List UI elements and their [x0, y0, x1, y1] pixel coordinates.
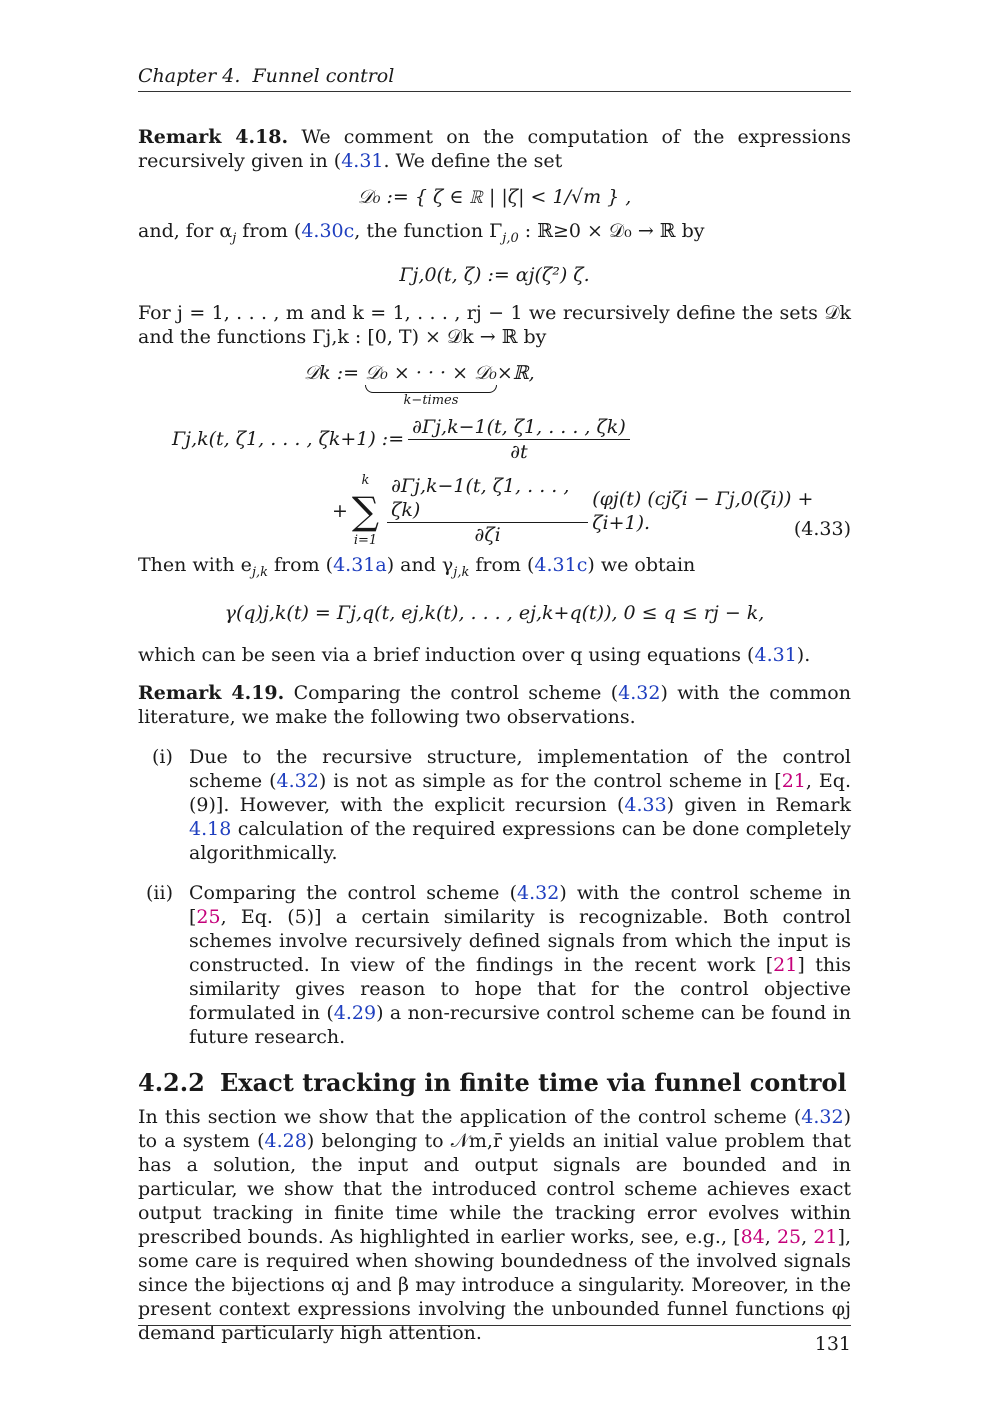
eq-ref-4-32[interactable]: 4.32	[618, 681, 661, 704]
text: , Eq. (5)] a certain similarity is recognizable. Both control schemes involve recursively defined signals from which the input is constructed. In view of the findings in the recent work [	[189, 905, 851, 976]
item-label: (i)	[152, 745, 173, 768]
remark-4-18-then: Then with $e_{j,k}$ from (4.31a) and $\gamma_{j,k}$ from (4.31c) we obtain	[138, 553, 696, 580]
remark-ref[interactable]: 4.18	[189, 817, 232, 840]
eq-ref-4-31[interactable]: 4.31	[754, 643, 797, 666]
eq-ref[interactable]: 4.29	[333, 1001, 377, 1024]
text: We comment on the computation of the expressions recursively given in	[138, 126, 851, 172]
eq-ref[interactable]: 4.33	[624, 793, 667, 816]
list-item	[138, 745, 851, 865]
header-chapter: Chapter 4.	[138, 65, 241, 87]
text: from	[469, 553, 527, 576]
eq-ref[interactable]: 4.32	[276, 769, 319, 792]
numerator: ∂Γj,k−1(t, ζ1, . . . , ζk)	[408, 415, 630, 440]
text: from	[236, 220, 294, 242]
eq-ref-4-30c[interactable]: 4.30c	[301, 220, 355, 242]
sum-upper: k	[361, 472, 370, 488]
text: which can be seen via a brief induction over q using equations (	[138, 643, 755, 666]
equation-4-33	[138, 357, 851, 547]
text: ×ℝ,	[496, 361, 535, 384]
fraction	[408, 415, 630, 464]
text: ) to a system (	[138, 1105, 851, 1152]
text: In this section we show that the application of the control scheme (	[138, 1105, 802, 1128]
section-title: Exact tracking in finite time via funnel control	[220, 1067, 847, 1097]
text: ], some care is required when showing boundedness of the involved signals since the bijections αj and β may introduce a singularity. Moreover, in the present context expressions involving the unbounded funnel functions φj demand particularly high attention.	[138, 1225, 851, 1344]
text: ,	[801, 1225, 814, 1248]
observation-list	[138, 745, 851, 1049]
text: and γ	[394, 553, 454, 576]
header-title: Funnel control	[252, 65, 395, 87]
content	[138, 125, 851, 1345]
text: 𝒟₀ × · · · × 𝒟₀	[365, 361, 497, 384]
text: and, for α	[138, 220, 233, 242]
eq-ref[interactable]: 4.32	[801, 1105, 844, 1128]
eq-ref-4-31c[interactable]: 4.31c	[534, 553, 588, 576]
text: : ℝ≥0 × 𝒟₀ → ℝ by	[518, 220, 705, 242]
citation-link[interactable]: 21	[781, 769, 806, 792]
section-number: 4.2.2	[138, 1067, 205, 1097]
equation-Gamma0: Γj,0(t, ζ) := αj(ζ²) ζ.	[399, 263, 590, 286]
citation-link[interactable]: 21	[813, 1225, 838, 1248]
citation-link[interactable]: 25	[776, 1225, 802, 1248]
citation-link[interactable]: 21	[773, 953, 798, 976]
list-item	[138, 881, 851, 1049]
remark-4-18-label: Remark 4.18.	[138, 126, 289, 148]
text: Γj,k(t, ζ1, . . . , ζk+1) :=	[172, 428, 405, 451]
eq-ref[interactable]: 4.32	[517, 881, 560, 904]
citation-link[interactable]: 25	[196, 905, 221, 928]
text: ) is not as simple as for the control scheme in [	[318, 769, 782, 792]
text: . We define the set	[383, 150, 563, 172]
text: from	[267, 553, 326, 576]
equation-Gamma-k-line2: + k ∑ i=1 $\frac{\partial\Gamma j,k-1(t, \zeta 1, . . . , \zeta k)}{\partial\zeta i}$ (φj(t) (cjζi − Γj,0(ζi)) + ζi+1).	[332, 469, 851, 553]
text: Then with e	[138, 553, 252, 576]
numerator: ∂Γj,k−1(t, ζ1, . . . , ζk)	[387, 474, 588, 523]
eq-ref[interactable]: 4.28	[264, 1129, 307, 1152]
equation-D0: 𝒟₀ := { ζ ∈ ℝ | |ζ| < 1/√m } ,	[357, 186, 632, 208]
remark-4-19-label: Remark 4.19.	[138, 681, 285, 704]
sum-lower: i=1	[353, 532, 378, 548]
remark-4-19-intro	[138, 681, 851, 729]
text: ) belonging to 𝒩m,r̄ yields an initial value problem that has a solution, the input and output signals are bounded and in particular, we show that the introduced control scheme achieves exact output tracking in finite time while the tracking error evolves within prescribed bounds. As highlighted in earlier works, see, e.g., [	[138, 1129, 851, 1248]
text: ,	[764, 1225, 777, 1248]
eq-ref-4-31a[interactable]: 4.31a	[333, 553, 387, 576]
equation-Gamma-k-line1	[172, 415, 634, 464]
text: ) with the common literature, we make the following two observations.	[138, 681, 851, 728]
eq-ref-4-31[interactable]: 4.31	[341, 150, 384, 172]
text: ) given in Remark	[666, 793, 851, 816]
text: ) with the control scheme in [	[189, 881, 852, 928]
text: Comparing the control scheme (	[293, 681, 619, 704]
equation-gamma: γ(q)j,k(t) = Γj,q(t, ej,k(t), . . . , ej,k+q(t)), 0 ≤ q ≤ rj − k,	[224, 601, 765, 624]
text: Due to the recursive structure, implementation of the control scheme (	[189, 745, 851, 792]
section-heading	[138, 1067, 851, 1097]
remark-4-18-intro: Remark 4.18. We comment on the computation of the expressions recursively given in (4.31. We define the set	[138, 126, 851, 172]
header-rule	[138, 91, 851, 92]
text: 𝒟k :=	[304, 361, 360, 384]
denominator: ∂ζi	[474, 524, 501, 547]
text: ) a non-recursive control scheme can be found in future research.	[189, 1001, 851, 1048]
text: ] this similarity gives reason to hope that for the control objective formulated in (	[189, 953, 851, 1024]
equation-Dk	[304, 361, 535, 409]
text: calculation of the required expressions can be done completely algorithmically.	[189, 817, 851, 864]
item-label: (ii)	[146, 881, 173, 904]
text: ).	[796, 643, 811, 666]
remark-4-18-closing	[138, 643, 851, 667]
remark-4-18-gamma0-intro: and, for $\alpha_j$ from (4.30c, the function $\Gamma_{j,0}$ : ℝ≥0 × 𝒟₀ → ℝ by	[138, 220, 705, 246]
underbrace	[365, 361, 497, 409]
page-number: 131	[814, 1333, 851, 1355]
sum-symbol: k ∑ i=1	[352, 469, 379, 553]
footer-rule	[138, 1325, 851, 1326]
section-paragraph	[138, 1105, 851, 1345]
fraction	[387, 474, 588, 547]
text: Comparing the control scheme (	[189, 881, 518, 904]
text: , Eq. (9)]. However, with the explicit recursion (	[189, 769, 851, 816]
denominator: ∂t	[510, 440, 528, 463]
brace-label: k−times	[403, 392, 459, 408]
text: we obtain	[594, 553, 696, 576]
brace-line	[365, 385, 497, 393]
text: , the function Γ	[354, 220, 503, 242]
remark-4-18-recursion-intro: For j = 1, . . . , m and k = 1, . . . , rj − 1 we recursively define the sets 𝒟k and the functions Γj,k : [0, T) × 𝒟k → ℝ by	[138, 301, 851, 348]
running-header	[138, 64, 851, 88]
citation-link[interactable]: 84	[740, 1225, 765, 1248]
equation-tag: (4.33)	[793, 517, 851, 540]
text: (φj(t) (cjζi − Γj,0(ζi)) + ζi+1).	[592, 487, 814, 534]
